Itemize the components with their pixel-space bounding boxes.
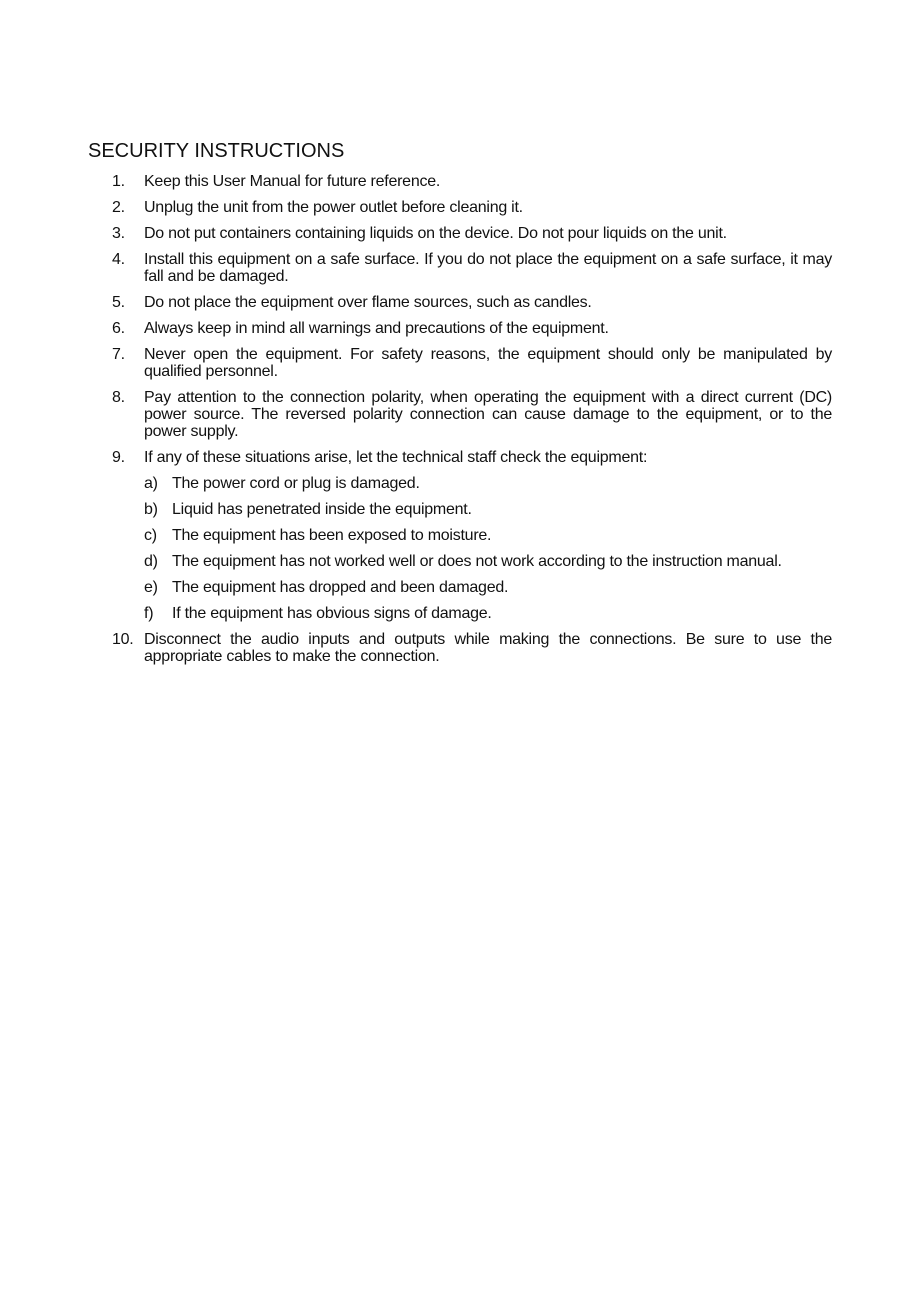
item-text: Install this equipment on a safe surface. If you do not place the equipment on a safe surface, it may fall and be damaged. <box>144 251 832 285</box>
item-text: Do not put containers containing liquids on the device. Do not pour liquids on the unit. <box>144 225 727 242</box>
sub-list-item <box>144 553 832 570</box>
sub-list <box>144 475 832 622</box>
sub-list-item <box>144 475 832 492</box>
item-number: 6. <box>112 320 125 337</box>
sub-list-item <box>144 579 832 596</box>
item-text: Unplug the unit from the power outlet before cleaning it. <box>144 199 523 216</box>
sub-item-text: The equipment has not worked well or does not work according to the instruction manual. <box>172 553 782 570</box>
sub-item-letter: b) <box>144 501 158 518</box>
sub-item-text: Liquid has penetrated inside the equipment. <box>172 501 472 518</box>
list-item <box>112 449 832 622</box>
sub-item-letter: c) <box>144 527 157 544</box>
list-item <box>112 199 832 216</box>
item-number: 10. <box>112 631 134 648</box>
list-item <box>112 346 832 380</box>
sub-list-item <box>144 501 832 518</box>
sub-list-item <box>144 605 832 622</box>
item-text: Do not place the equipment over flame sources, such as candles. <box>144 294 592 311</box>
page-title: SECURITY INSTRUCTIONS <box>88 140 345 162</box>
sub-item-text: If the equipment has obvious signs of damage. <box>172 605 492 622</box>
sub-item-letter: e) <box>144 579 158 596</box>
item-text: If any of these situations arise, let the technical staff check the equipment: <box>144 449 648 466</box>
sub-item-letter: d) <box>144 553 158 570</box>
item-number: 1. <box>112 173 125 190</box>
sub-item-letter: a) <box>144 475 158 492</box>
list-item <box>112 225 832 242</box>
item-number: 9. <box>112 449 125 466</box>
item-text: Never open the equipment. For safety reasons, the equipment should only be manipulated by qualified personnel. <box>144 346 832 380</box>
item-number: 2. <box>112 199 125 216</box>
item-number: 4. <box>112 251 125 268</box>
list-item <box>112 294 832 311</box>
item-number: 3. <box>112 225 125 242</box>
item-text: Keep this User Manual for future reference. <box>144 173 441 190</box>
sub-item-text: The equipment has dropped and been damaged. <box>172 579 509 596</box>
list-item <box>112 251 832 285</box>
sub-item-text: The equipment has been exposed to moisture. <box>172 527 492 544</box>
item-number: 8. <box>112 389 125 406</box>
instructions-list <box>112 173 832 674</box>
item-number: 7. <box>112 346 125 363</box>
item-number: 5. <box>112 294 125 311</box>
list-item <box>112 173 832 190</box>
sub-item-letter: f) <box>144 605 154 622</box>
item-text: Pay attention to the connection polarity, when operating the equipment with a direct current (DC) power source. The reversed polarity connection can cause damage to the equipment, or to the power supply. <box>144 389 832 440</box>
item-text: Disconnect the audio inputs and outputs while making the connections. Be sure to use the appropriate cables to make the connection. <box>144 631 832 665</box>
list-item <box>112 389 832 440</box>
item-text: Always keep in mind all warnings and precautions of the equipment. <box>144 320 609 337</box>
sub-item-text: The power cord or plug is damaged. <box>172 475 420 492</box>
sub-list-item <box>144 527 832 544</box>
list-item <box>112 320 832 337</box>
list-item <box>112 631 832 665</box>
